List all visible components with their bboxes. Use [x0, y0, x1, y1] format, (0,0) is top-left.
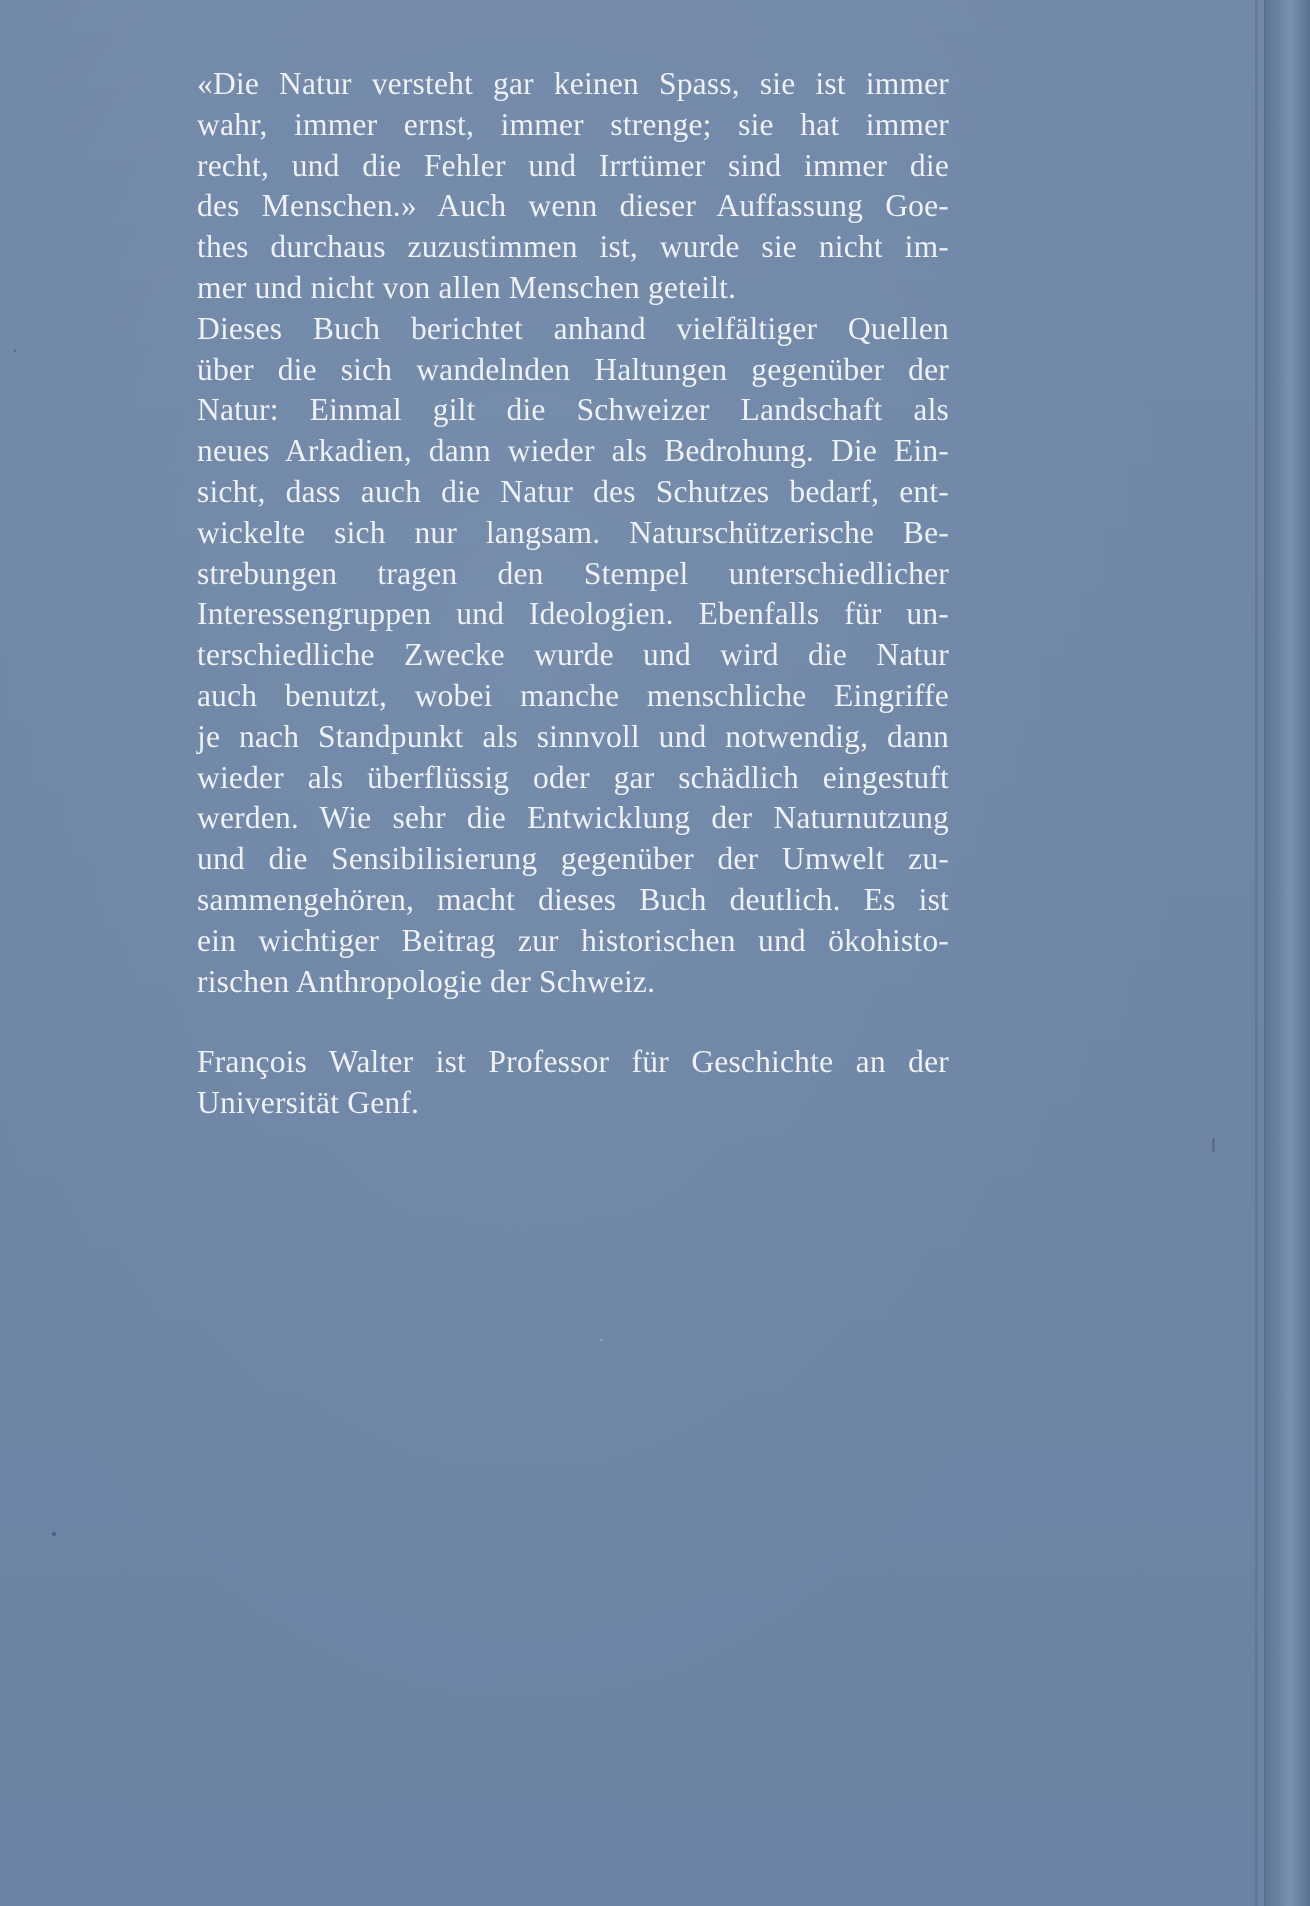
- text-line: sicht, dass auch die Natur des Schutzes bedarf, ent-: [197, 473, 949, 509]
- text-line: ein wichtiger Beitrag zur historischen und ökohisto-: [197, 922, 949, 958]
- text-line: thes durchaus zuzustimmen ist, wurde sie nicht im-: [197, 229, 949, 265]
- text-line: wahr, immer ernst, immer strenge; sie hat immer: [197, 106, 949, 142]
- speck: [14, 350, 16, 352]
- text-line: «Die Natur versteht gar keinen Spass, sie ist immer: [197, 66, 949, 101]
- text-line: terschiedliche Zwecke wurde und wird die Natur: [197, 637, 949, 673]
- blurb-paragraph-quote: [197, 64, 949, 309]
- blurb-text-block: [197, 64, 949, 1124]
- text-line: wieder als überflüssig oder gar schädlich eingestuft: [197, 759, 949, 795]
- text-line: wickelte sich nur langsam. Naturschützerische Be-: [197, 514, 949, 550]
- text-line: sammengehören, macht dieses Buch deutlich. Es ist: [197, 881, 949, 917]
- text-line: auch benutzt, wobei manche menschliche Eingriffe: [197, 677, 949, 713]
- spine-groove: [1255, 0, 1258, 1906]
- text-line: recht, und die Fehler und Irrtümer sind immer die: [197, 147, 949, 183]
- text-line: des Menschen.» Auch wenn dieser Auffassung Goe-: [197, 188, 949, 224]
- text-line: Universität Genf.: [197, 1085, 420, 1121]
- book-spine-edge: [1264, 0, 1310, 1906]
- speck: [1212, 1138, 1215, 1152]
- speck: [52, 1532, 56, 1536]
- text-line: Interessengruppen und Ideologien. Ebenfalls für un-: [197, 596, 949, 632]
- speck: [600, 1339, 602, 1341]
- text-line: Natur: Einmal gilt die Schweizer Landschaft als: [197, 392, 949, 428]
- text-line: je nach Standpunkt als sinnvoll und notwendig, dann: [197, 718, 949, 754]
- author-bio: [197, 1042, 949, 1124]
- blurb-paragraph-description: [197, 309, 949, 1003]
- text-line: und die Sensibilisierung gegenüber der Umwelt zu-: [197, 841, 949, 877]
- text-line: mer und nicht von allen Menschen geteilt.: [197, 269, 737, 305]
- text-line: strebungen tragen den Stempel unterschiedlicher: [197, 555, 949, 591]
- text-line: rischen Anthropologie der Schweiz.: [197, 963, 656, 999]
- text-line: neues Arkadien, dann wieder als Bedrohung. Die Ein-: [197, 433, 949, 469]
- text-line: François Walter ist Professor für Geschichte an der: [197, 1044, 949, 1080]
- text-line: Dieses Buch berichtet anhand vielfältiger Quellen: [197, 310, 949, 346]
- text-line: über die sich wandelnden Haltungen gegenüber der: [197, 351, 949, 387]
- text-line: werden. Wie sehr die Entwicklung der Naturnutzung: [197, 800, 949, 836]
